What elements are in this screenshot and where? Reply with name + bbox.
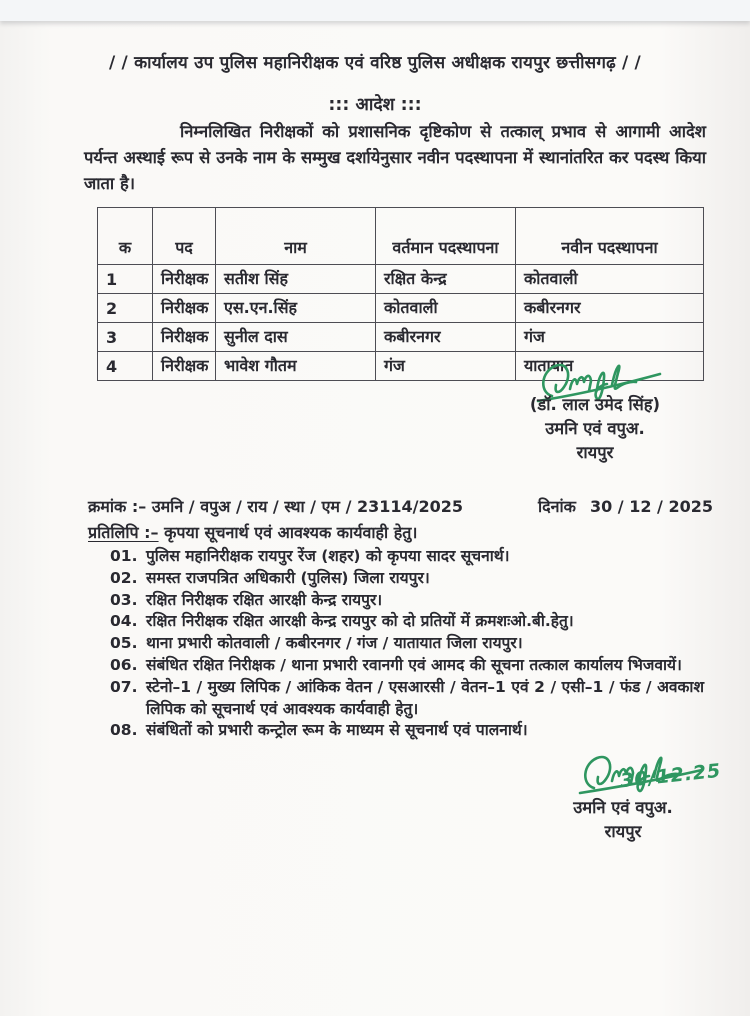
copy-item	[110, 720, 708, 742]
copy-item-text: रक्षित निरीक्षक रक्षित आरक्षी केन्द्र रायपुर को दो प्रतियों में क्रमशःओ.बी.हेतु।	[146, 612, 574, 631]
signatory-name: (डॉ. लाल उमेद सिंह)	[529, 395, 661, 414]
copy-item	[110, 677, 708, 721]
table-header-row	[98, 208, 704, 265]
copy-item	[110, 655, 708, 677]
bottom-signatory-place: रायपुर	[604, 822, 642, 841]
copy-item-text: संबंधित रक्षित निरीक्षक / थाना प्रभारी रवानगी एवं आमद की सूचना तत्काल कार्यालय भिजवायें।	[146, 655, 682, 674]
col-header-name: नाम	[216, 208, 376, 265]
intro-paragraph: निम्नलिखित निरीक्षकों को प्रशासनिक दृष्टिकोण से तत्काल् प्रभाव से आगामी आदेश पर्यन्त अस्थाई रूप से उनके नाम के सम्मुख दर्शायेनुसार नवीन पदस्थापना में स्थानांतरित कर पदस्थ किया जाता है।	[84, 122, 706, 193]
cell-current-posting: कोतवाली	[376, 294, 516, 323]
reference-number-value: उमनि / वपुअ / राय / स्था / एम / 23114/2025	[151, 497, 464, 516]
table-row	[98, 265, 704, 294]
copy-item-number: 04.	[110, 612, 138, 631]
copy-section-heading	[88, 521, 708, 543]
copy-item	[110, 590, 708, 612]
cell-current-posting: रक्षित केन्द्र	[376, 265, 516, 294]
cell-post: निरीक्षक	[153, 294, 216, 323]
col-header-post: पद	[153, 208, 216, 265]
copy-item-text: समस्त राजपत्रित अधिकारी (पुलिस) जिला रायपुर।	[146, 568, 430, 587]
copy-item-text: स्टेनो–1 / मुख्य लिपिक / आंकिक वेतन / एसआरसी / वेतन–1 एवं 2 / एसी–1 / फंड / अवकाश लिपिक को सूचनार्थ एवं आवश्यक कार्यवाही हेतु।	[146, 677, 704, 718]
cell-name: भावेश गौतम	[216, 352, 376, 381]
cell-serial: 4	[98, 352, 153, 381]
cell-name: सुनील दास	[216, 323, 376, 352]
reference-number-label: क्रमांक :–	[88, 497, 147, 516]
copy-item-number: 02.	[110, 568, 138, 587]
reference-number	[88, 495, 463, 517]
copy-item	[110, 568, 708, 590]
copy-item-number: 06.	[110, 655, 138, 674]
copy-item-text: थाना प्रभारी कोतवाली / कबीरनगर / गंज / यातायात जिला रायपुर।	[146, 634, 523, 653]
copy-item-number: 03.	[110, 590, 138, 609]
cell-post: निरीक्षक	[153, 323, 216, 352]
col-header-current-posting: वर्तमान पदस्थापना	[376, 208, 516, 265]
copy-item-number: 07.	[110, 677, 138, 696]
reference-date-label: दिनांक	[538, 497, 576, 516]
copy-item-number: 08.	[110, 721, 138, 740]
cell-post: निरीक्षक	[153, 352, 216, 381]
cell-current-posting: कबीरनगर	[376, 323, 516, 352]
copy-item-text: पुलिस महानिरीक्षक रायपुर रेंज (शहर) को कृपया सादर सूचनार्थ।	[146, 547, 510, 565]
cell-post: निरीक्षक	[153, 265, 216, 294]
cell-serial: 3	[98, 323, 153, 352]
copy-label: प्रतिलिपि :–	[88, 523, 159, 542]
cell-new-posting: कोतवाली	[516, 265, 704, 294]
cell-new-posting: कबीरनगर	[516, 294, 704, 323]
copy-subtitle: कृपया सूचनार्थ एवं आवश्यक कार्यवाही हेतु।	[164, 523, 418, 542]
reference-date	[538, 495, 713, 517]
cell-serial: 1	[98, 265, 153, 294]
transfer-table	[97, 207, 704, 381]
copy-item-text: रक्षित निरीक्षक रक्षित आरक्षी केन्द्र रायपुर।	[146, 590, 383, 609]
cell-name: एस.एन.सिंह	[216, 294, 376, 323]
copy-list	[110, 546, 708, 742]
photo-top-edge	[0, 0, 750, 21]
col-header-serial: क	[98, 208, 153, 265]
table-row	[98, 323, 704, 352]
signatory-designation: उमनि एवं वपुअ.	[545, 419, 645, 438]
cell-serial: 2	[98, 294, 153, 323]
order-heading: ::: आदेश :::	[328, 95, 422, 115]
cell-current-posting: गंज	[376, 352, 516, 381]
copy-item-number: 01.	[110, 547, 138, 565]
signatory-place: रायपुर	[576, 443, 614, 462]
copy-item	[110, 633, 708, 655]
table-row	[98, 294, 704, 323]
copy-item	[110, 546, 708, 568]
reference-date-value: 30 / 12 / 2025	[589, 497, 713, 516]
handwritten-date: 30/12.25	[619, 759, 723, 793]
col-header-new-posting: नवीन पदस्थापना	[516, 208, 704, 265]
office-header: / / कार्यालय उप पुलिस महानिरीक्षक एवं वरिष्ठ पुलिस अधीक्षक रायपुर छत्तीसगढ़ / /	[109, 53, 641, 73]
cell-new-posting: यातायात	[516, 352, 704, 381]
copy-item	[110, 611, 708, 633]
copy-item-text: संबंधितों को प्रभारी कन्ट्रोल रूम के माध्यम से सूचनार्थ एवं पालनार्थ।	[146, 721, 528, 740]
cell-name: सतीश सिंह	[216, 265, 376, 294]
bottom-signatory-designation: उमनि एवं वपुअ.	[573, 798, 673, 817]
copy-item-number: 05.	[110, 634, 138, 653]
cell-new-posting: गंज	[516, 323, 704, 352]
